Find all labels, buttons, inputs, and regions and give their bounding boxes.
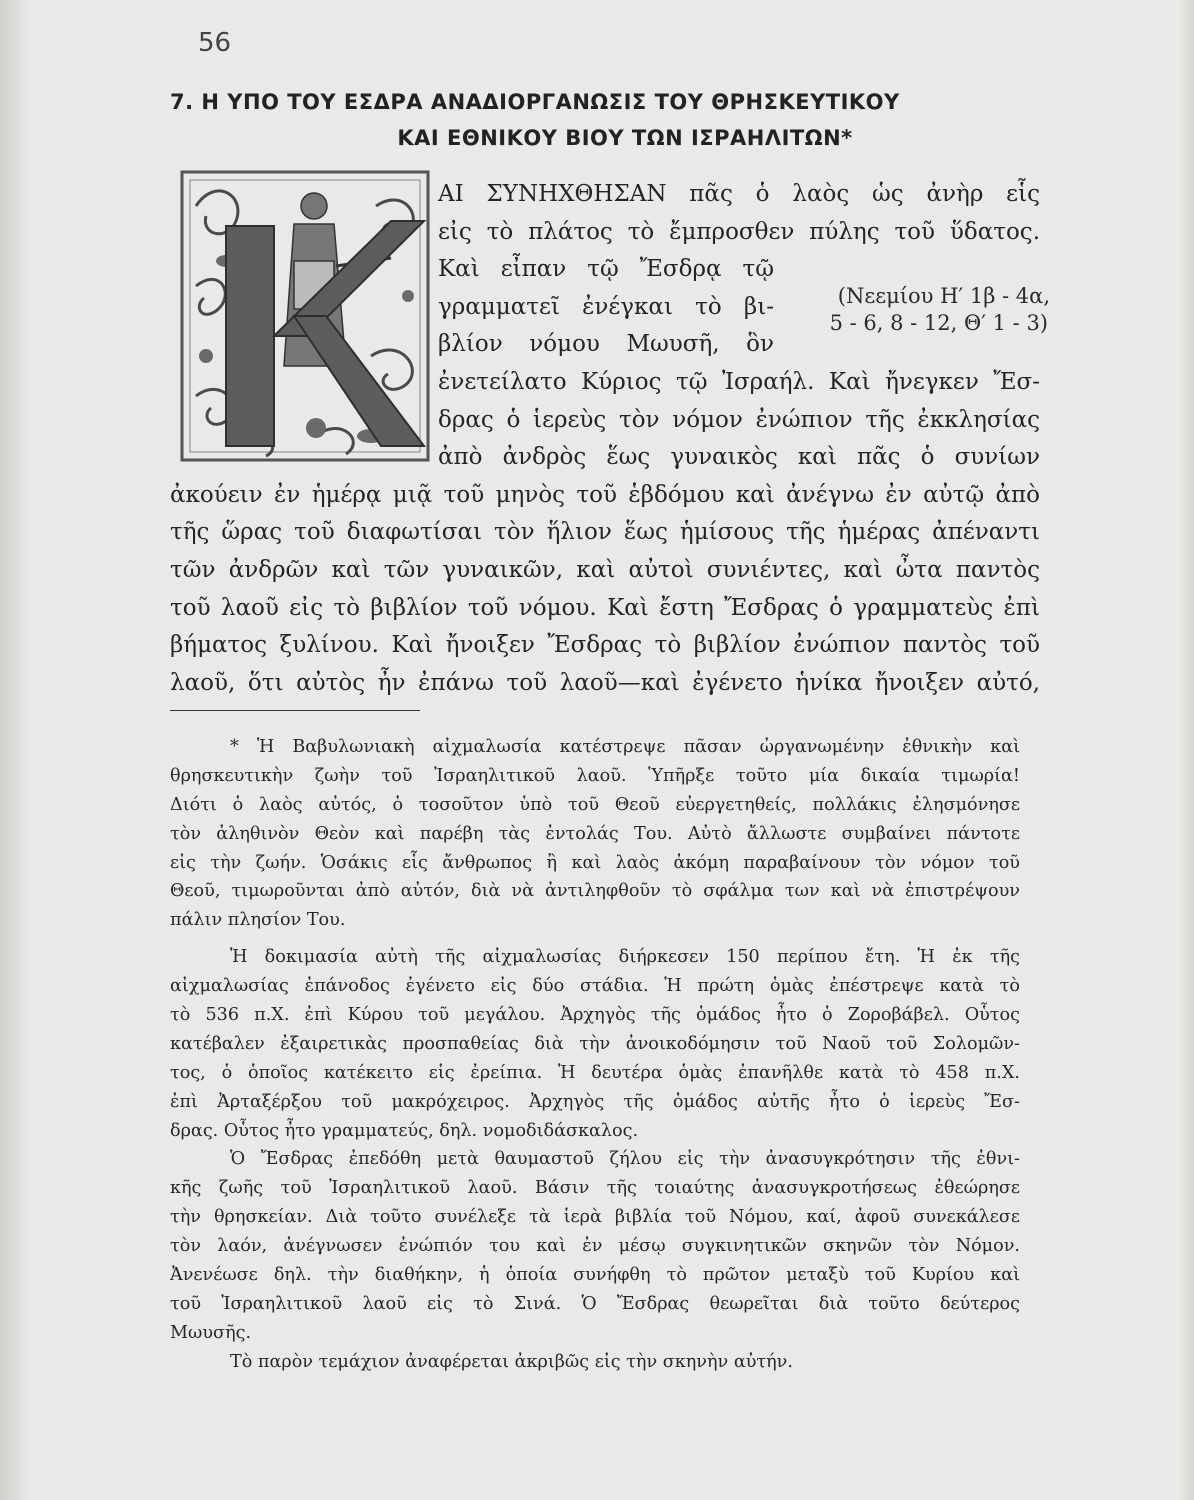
footnote-line: ἐπὶ Ἀρταξέρξου τοῦ μακρόχειρος. Ἀρχηγὸς τῆς ὁμάδος αὐτῆς ἦτο ὁ ἱερεὺς Ἔσ- bbox=[170, 1091, 1020, 1112]
text-line-segment: γραμματεῖ ἐνέγκαι τὸ βι- bbox=[438, 293, 774, 320]
footnote-line: δρας. Οὗτος ἦτο γραμματεύς, δηλ. νομοδιδάσκαλος. bbox=[170, 1120, 639, 1141]
footnote-line: τοῦ Ἰσραηλιτικοῦ λαοῦ εἰς τὸ Σινά. Ὁ Ἔσδρας θεωρεῖται διὰ τοῦτο δεύτερος bbox=[170, 1293, 1020, 1314]
gutter-shadow bbox=[0, 0, 28, 1500]
text-line: βήματος ξυλίνου. Καὶ ἤνοιξεν Ἔσδρας τὸ βιβλίον ἐνώπιον παντὸς τοῦ bbox=[170, 632, 1040, 659]
footnote-divider bbox=[170, 710, 420, 711]
text-line: ἀπὸ ἀνδρὸς ἕως γυναικὸς καὶ πᾶς ὁ συνίων bbox=[438, 444, 1040, 471]
text-line: εἰς τὸ πλάτος τὸ ἔμπροσθεν πύλης τοῦ ὕδατος. bbox=[438, 218, 1040, 245]
footnote-line: τὸ 536 π.Χ. ἐπὶ Κύρου τοῦ μεγάλου. Ἀρχηγὸς τῆς ὁμάδος ἦτο ὁ Ζοροβάβελ. Οὗτος bbox=[170, 1005, 1020, 1026]
footnote-line: θρησκευτικὴν ζωὴν τοῦ Ἰσραηλιτικοῦ λαοῦ. Ὑπῆρξε τοῦτο μία δικαία τιμωρία! bbox=[170, 765, 1020, 786]
text-line-segment: βλίον νόμου Μωυσῆ, ὃν bbox=[438, 331, 774, 358]
text-line: ἀκούειν ἐν ἡμέρᾳ μιᾷ τοῦ μηνὸς τοῦ ἑβδόμου καὶ ἀνέγνω ἐν αὐτῷ ἀπὸ bbox=[170, 481, 1040, 508]
text-line: τῶν ἀνδρῶν καὶ τῶν γυναικῶν, καὶ αὐτοὶ συνιέντες, καὶ ὦτα παντὸς bbox=[170, 556, 1040, 583]
text-line: τῆς ὥρας τοῦ διαφωτίσαι τὸν ἥλιον ἕως ἡμίσους τῆς ἡμέρας ἀπέναντι bbox=[170, 519, 1040, 546]
footnote-line: κῆς ζωῆς τοῦ Ἰσραηλιτικοῦ λαοῦ. Βάσιν τῆς τοιαύτης ἀνασυγκροτήσεως ἐθεώρησε bbox=[170, 1178, 1020, 1199]
footnote bbox=[170, 733, 1020, 1377]
page-edge bbox=[1178, 0, 1194, 1500]
footnote-line: Ἀνενέωσε δηλ. τὴν διαθήκην, ἡ ὁποία συνήφθη τὸ πρῶτον μεταξὺ τοῦ Κυρίου καὶ bbox=[170, 1265, 1020, 1286]
text-line: λαοῦ, ὅτι αὐτὸς ἦν ἐπάνω τοῦ λαοῦ—καὶ ἐγένετο ἡνίκα ἤνοιξεν αὐτό, bbox=[170, 669, 1040, 696]
footnote-line: Διότι ὁ λαὸς αὐτός, ὁ τοσοῦτον ὑπὸ τοῦ Θεοῦ εὐεργετηθείς, πολλάκις ἐλησμόνησε bbox=[170, 794, 1020, 815]
scripture-reference-line-2: 5 - 6, 8 - 12, Θ′ 1 - 3) bbox=[829, 311, 1048, 335]
page-number: 56 bbox=[198, 28, 232, 58]
footnote-line: τος, ὁ ὁποῖος κατέκειτο εἰς ἐρείπια. Ἡ δευτέρα ὁμὰς ἐπανῆλθε κατὰ τὸ 458 π.Χ. bbox=[170, 1062, 1020, 1083]
chapter-title-line-1: 7. Η ΥΠΟ ΤΟΥ ΕΣΔΡΑ ΑΝΑΔΙΟΡΓΑΝΩΣΙΣ ΤΟΥ ΘΡΗΣΚΕΥΤΙΚΟΥ bbox=[170, 90, 900, 114]
footnote-line: Τὸ παρὸν τεμάχιον ἀναφέρεται ἀκριβῶς εἰς τὴν σκηνὴν αὐτήν. bbox=[230, 1351, 793, 1372]
paragraph-gap bbox=[170, 935, 1020, 943]
main-text bbox=[170, 176, 1040, 702]
text-line-segment: Καὶ εἶπαν τῷ Ἔσδρᾳ τῷ bbox=[438, 256, 774, 283]
text-line: τοῦ λαοῦ εἰς τὸ βιβλίον τοῦ νόμου. Καὶ ἔστη Ἔσδρας ὁ γραμματεὺς ἐπὶ bbox=[170, 594, 1040, 621]
chapter-title-line-2: ΚΑΙ ΕΘΝΙΚΟΥ ΒΙΟΥ ΤΩΝ ΙΣΡΑΗΛΙΤΩΝ* bbox=[397, 126, 853, 150]
text-line: ἐνετείλατο Κύριος τῷ Ἰσραήλ. Καὶ ἤνεγκεν Ἔσ- bbox=[438, 368, 1040, 395]
footnote-line: κατέβαλεν ἐξαιρετικὰς προσπαθείας διὰ τὴν ἀνοικοδόμησιν τοῦ Ναοῦ τοῦ Σολομῶν- bbox=[170, 1033, 1020, 1054]
chapter-title bbox=[170, 84, 1040, 156]
scripture-reference bbox=[790, 283, 1050, 337]
text-line: δρας ὁ ἱερεὺς τὸν νόμον ἐνώπιον τῆς ἐκκλησίας bbox=[438, 406, 1040, 433]
footnote-line: Μωυσῆς. bbox=[170, 1322, 252, 1343]
footnote-line: Ἡ δοκιμασία αὐτὴ τῆς αἰχμαλωσίας διήρκεσεν 150 περίπου ἔτη. Ἡ ἐκ τῆς bbox=[230, 947, 1020, 968]
footnote-line: * Ἡ Βαβυλωνιακὴ αἰχμαλωσία κατέστρεψε πᾶσαν ὠργανωμένην ἐθνικὴν καὶ bbox=[230, 737, 1020, 757]
scripture-reference-line-1: (Νεεμίου Η′ 1β - 4α, bbox=[837, 284, 1050, 308]
text-line: ΑΙ ΣΥΝΗΧΘΗΣΑΝ πᾶς ὁ λαὸς ὡς ἀνὴρ εἷς bbox=[438, 181, 1040, 207]
footnote-line: πάλιν πλησίον Του. bbox=[170, 910, 346, 931]
footnote-line: τὴν θρησκείαν. Διὰ τοῦτο συνέλεξε τὰ ἱερὰ βιβλία τοῦ Νόμου, καί, ἀφοῦ συνεκάλεσε bbox=[170, 1207, 1020, 1228]
footnote-line: Θεοῦ, τιμωροῦνται ἀπὸ αὐτόν, διὰ νὰ ἀντιληφθοῦν τὸ σφάλμα των καὶ νὰ ἐπιστρέψουν bbox=[170, 881, 1020, 902]
footnote-line: αἰχμαλωσίας ἐπάνοδος ἐγένετο εἰς δύο στάδια. Ἡ πρώτη ὁμὰς ἐπέστρεψε κατὰ τὸ bbox=[170, 976, 1020, 997]
footnote-line: τὸν ἀληθινὸν Θεὸν καὶ παρέβη τὰς ἐντολάς Του. Αὐτὸ ἄλλωστε συμβαίνει πάντοτε bbox=[170, 823, 1020, 844]
footnote-line: εἰς τὴν ζωήν. Ὁσάκις εἷς ἄνθρωπος ἢ καὶ λαὸς ἀκόμη παραβαίνουν τὸν νόμον τοῦ bbox=[170, 852, 1020, 873]
footnote-line: Ὁ Ἔσδρας ἐπεδόθη μετὰ θαυμαστοῦ ζήλου εἰς τὴν ἀνασυγκρότησιν τῆς ἐθνι- bbox=[230, 1149, 1020, 1170]
footnote-line: τὸν λαόν, ἀνέγνωσεν ἐνώπιόν του καὶ ἐν μέσῳ συγκινητικῶν σκηνῶν τὸν Νόμον. bbox=[170, 1236, 1020, 1257]
